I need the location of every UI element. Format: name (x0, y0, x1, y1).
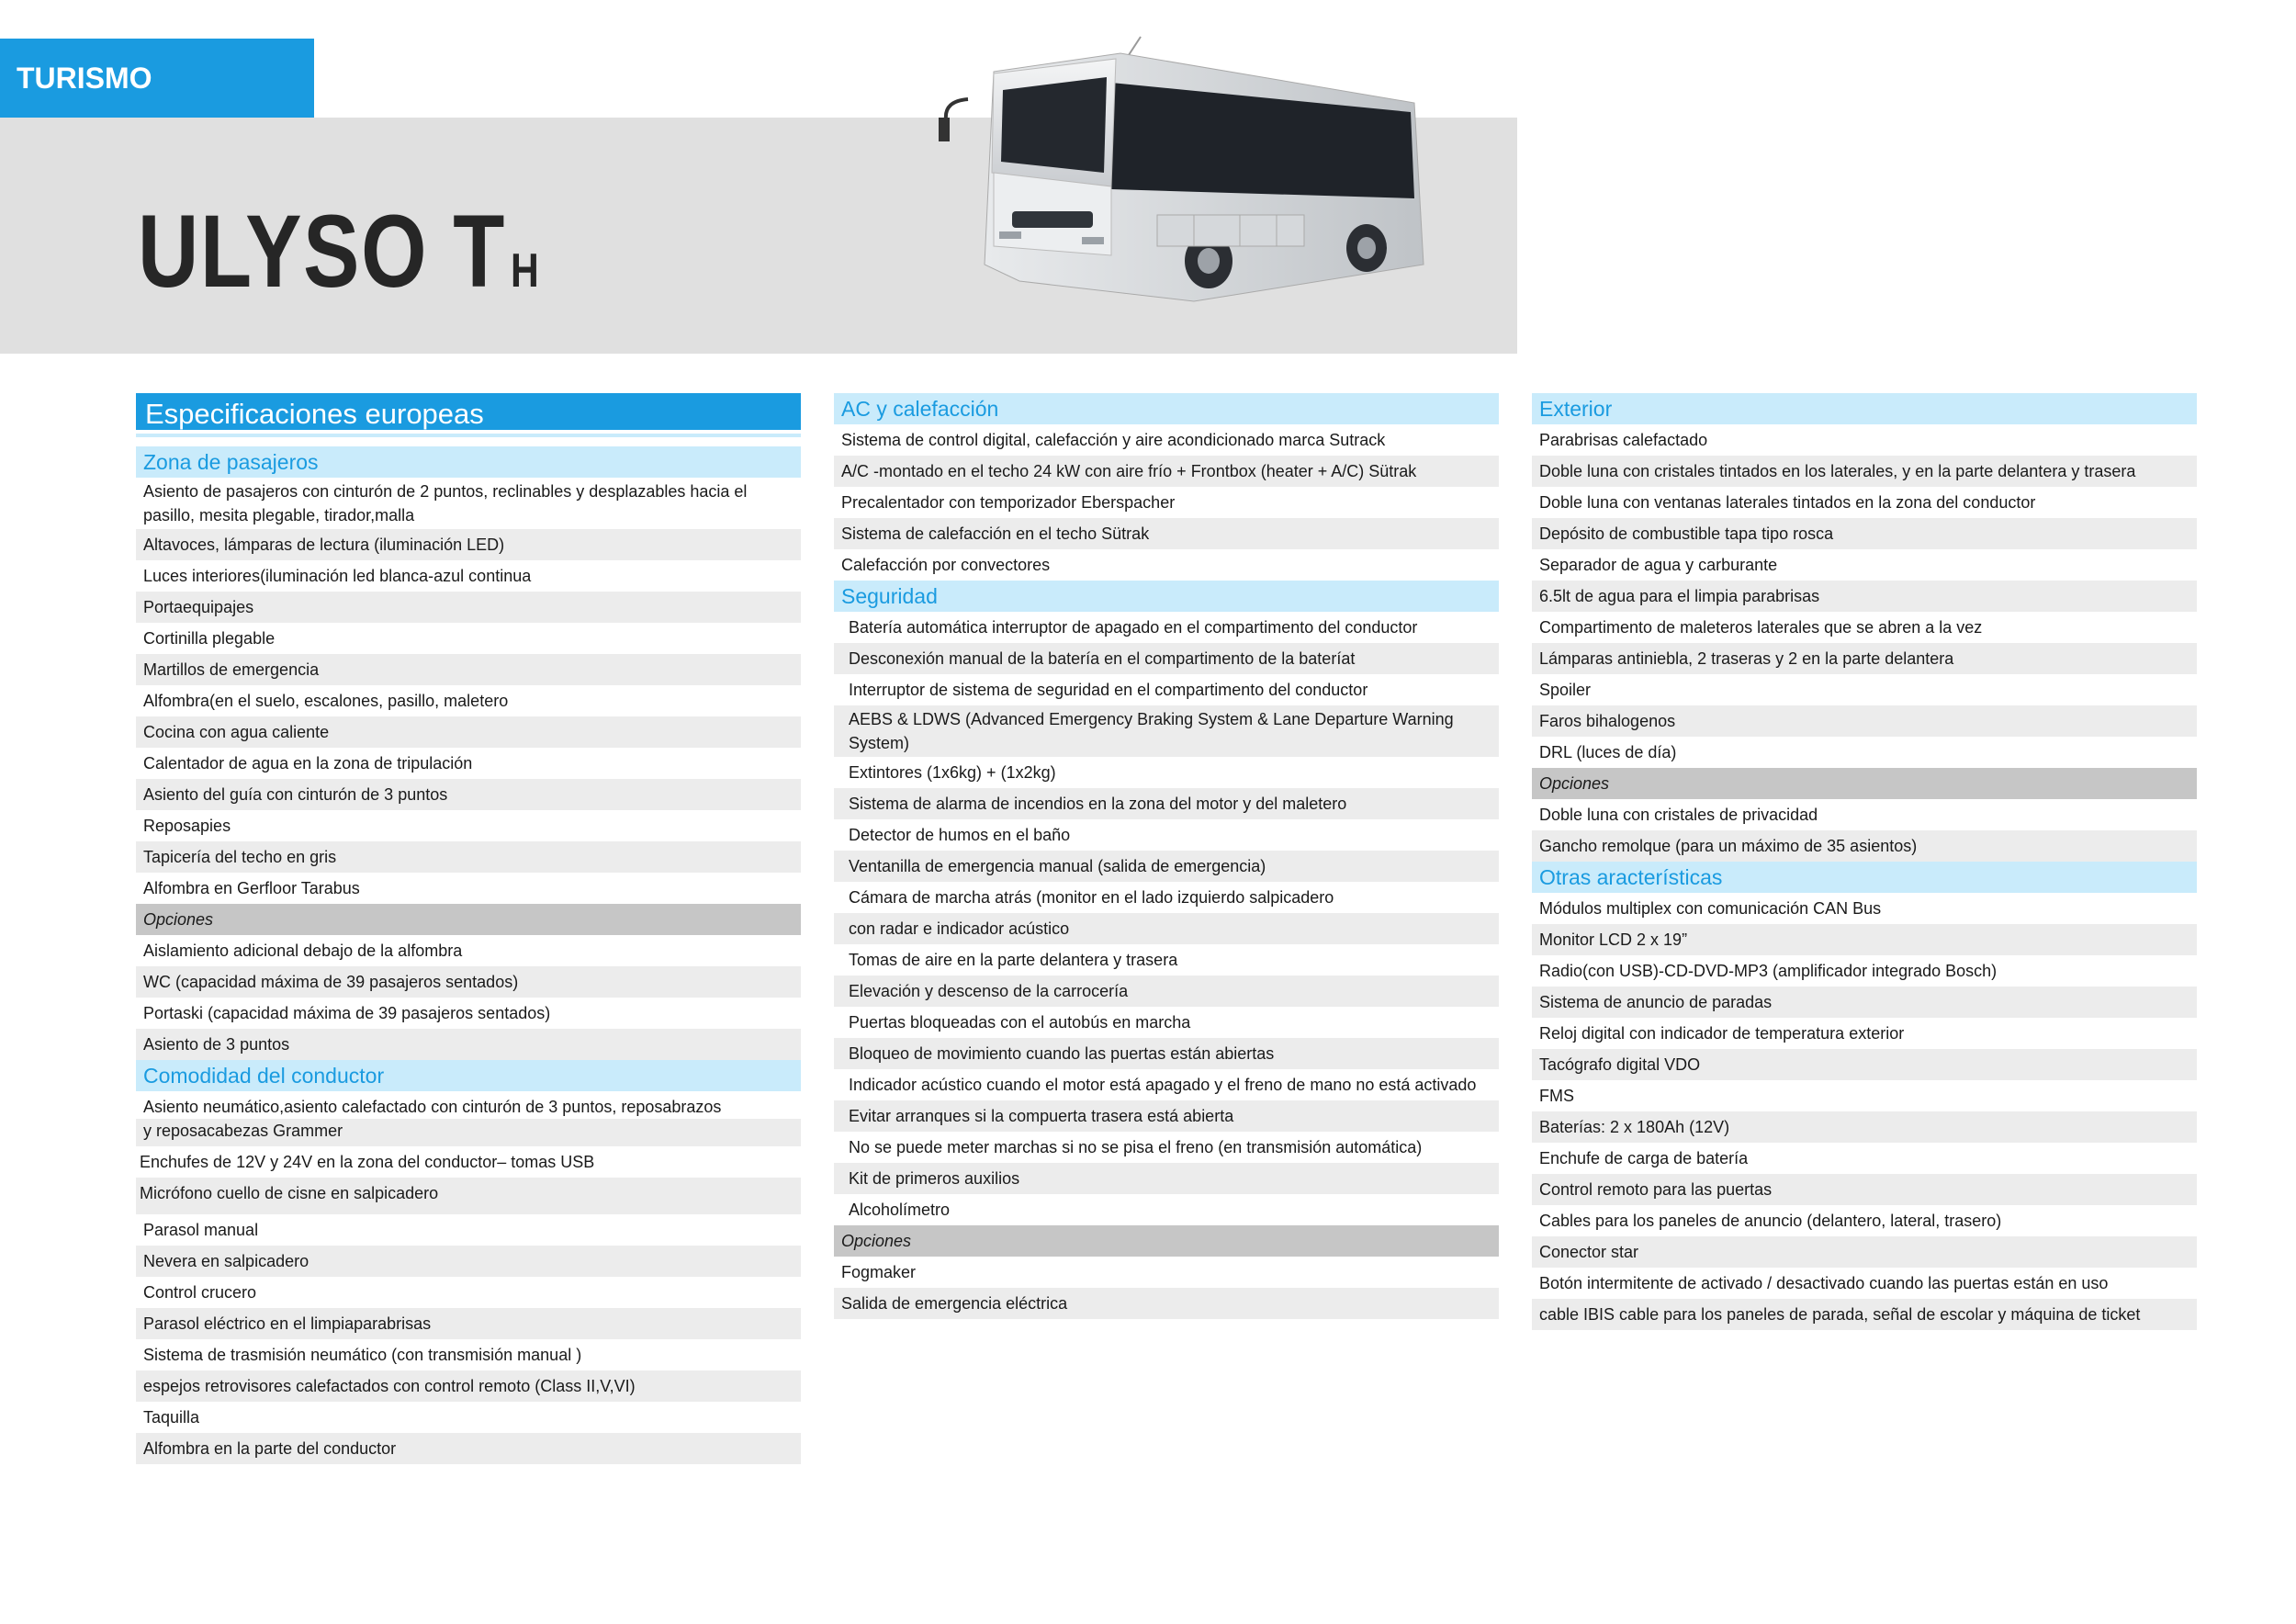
list-item: Indicador acústico cuando el motor está apagado y el freno de mano no está activado (834, 1069, 1499, 1100)
column-ac-safety (834, 393, 1499, 1319)
list-item: Gancho remolque (para un máximo de 35 asientos) (1532, 830, 2197, 862)
list-item: Alfombra en Gerfloor Tarabus (136, 873, 801, 904)
list-item: Aislamiento adicional debajo de la alfombra (136, 935, 801, 966)
list-item: Puertas bloqueadas con el autobús en marcha (834, 1007, 1499, 1038)
list-item: Nevera en salpicadero (136, 1246, 801, 1277)
list-item: FMS (1532, 1080, 2197, 1111)
list-item: Alfombra(en el suelo, escalones, pasillo, maletero (136, 685, 801, 716)
model-suffix: H (510, 244, 539, 298)
list-item: Calefacción por convectores (834, 549, 1499, 581)
list-item: Cables para los paneles de anuncio (delantero, lateral, trasero) (1532, 1205, 2197, 1236)
list-item: con radar e indicador acústico (834, 913, 1499, 944)
list-item: Enchufe de carga de batería (1532, 1143, 2197, 1174)
safety-title: Seguridad (834, 581, 1499, 612)
list-item: Extintores (1x6kg) + (1x2kg) (834, 757, 1499, 788)
column-exterior-other (1532, 393, 2197, 1330)
list-item: Radio(con USB)-CD-DVD-MP3 (amplificador integrado Bosch) (1532, 955, 2197, 987)
bus-image (928, 35, 1442, 329)
list-item: Tacógrafo digital VDO (1532, 1049, 2197, 1080)
driver-comfort-title: Comodidad del conductor (136, 1060, 801, 1091)
list-item: Micrófono cuello de cisne en salpicadero (136, 1178, 801, 1214)
list-item: Sistema de anuncio de paradas (1532, 987, 2197, 1018)
list-item: Elevación y descenso de la carrocería (834, 976, 1499, 1007)
safety-list (834, 612, 1499, 1225)
list-item: Baterías: 2 x 180Ah (12V) (1532, 1111, 2197, 1143)
passenger-zone-title: Zona de pasajeros (136, 446, 801, 478)
list-item: Control remoto para las puertas (1532, 1174, 2197, 1205)
passenger-zone-list (136, 478, 801, 904)
passenger-options-list (136, 935, 801, 1060)
list-item: Lámparas antiniebla, 2 traseras y 2 en la parte delantera (1532, 643, 2197, 674)
list-item: Detector de humos en el baño (834, 819, 1499, 851)
driver-comfort-list (136, 1091, 801, 1214)
list-item: Evitar arranques si la compuerta trasera está abierta (834, 1100, 1499, 1132)
exterior-options-list (1532, 799, 2197, 862)
model-title (138, 194, 539, 309)
list-item: Salida de emergencia eléctrica (834, 1288, 1499, 1319)
exterior-title: Exterior (1532, 393, 2197, 424)
list-item: Tapicería del techo en gris (136, 841, 801, 873)
safety-options-list (834, 1257, 1499, 1319)
list-item: Precalentador con temporizador Eberspacher (834, 487, 1499, 518)
exterior-list (1532, 424, 2197, 768)
list-item: No se puede meter marchas si no se pisa el freno (en transmisión automática) (834, 1132, 1499, 1163)
list-item: Asiento de 3 puntos (136, 1029, 801, 1060)
list-item: Cortinilla plegable (136, 623, 801, 654)
list-item: DRL (luces de día) (1532, 737, 2197, 768)
column-passengers (136, 393, 801, 1464)
list-item: Parabrisas calefactado (1532, 424, 2197, 456)
list-item: A/C -montado en el techo 24 kW con aire frío + Frontbox (heater + A/C) Sütrak (834, 456, 1499, 487)
list-item: Depósito de combustible tapa tipo rosca (1532, 518, 2197, 549)
list-item: Asiento del guía con cinturón de 3 puntos (136, 779, 801, 810)
ac-heating-list (834, 424, 1499, 581)
list-item: Calentador de agua en la zona de tripulación (136, 748, 801, 779)
list-item: Reloj digital con indicador de temperatura exterior (1532, 1018, 2197, 1049)
model-name: ULYSO T (138, 194, 507, 309)
list-item: Botón intermitente de activado / desactivado cuando las puertas están en uso (1532, 1268, 2197, 1299)
list-item: Sistema de alarma de incendios en la zona del motor y del maletero (834, 788, 1499, 819)
list-item: cable IBIS cable para los paneles de parada, señal de escolar y máquina de ticket (1532, 1299, 2197, 1330)
list-item: Kit de primeros auxilios (834, 1163, 1499, 1194)
list-item: Tomas de aire en la parte delantera y trasera (834, 944, 1499, 976)
list-item: Taquilla (136, 1402, 801, 1433)
list-item: espejos retrovisores calefactados con control remoto (Class II,V,VI) (136, 1370, 801, 1402)
exterior-options-label: Opciones (1532, 768, 2197, 799)
list-item: Doble luna con cristales tintados en los laterales, y en la parte delantera y trasera (1532, 456, 2197, 487)
list-item: Doble luna con ventanas laterales tintados en la zona del conductor (1532, 487, 2197, 518)
list-item: Control crucero (136, 1277, 801, 1308)
list-item: Parasol eléctrico en el limpiaparabrisas (136, 1308, 801, 1339)
driver-comfort-list-2 (136, 1214, 801, 1464)
list-item: Módulos multiplex con comunicación CAN Bus (1532, 893, 2197, 924)
list-item: Altavoces, lámparas de lectura (iluminación LED) (136, 529, 801, 560)
list-item: Conector star (1532, 1236, 2197, 1268)
european-specs-title: Especificaciones europeas (136, 393, 801, 434)
list-item: Interruptor de sistema de seguridad en el compartimento del conductor (834, 674, 1499, 705)
list-item: Faros bihalogenos (1532, 705, 2197, 737)
list-item: Portaski (capacidad máxima de 39 pasajeros sentados) (136, 998, 801, 1029)
list-item: Parasol manual (136, 1214, 801, 1246)
list-item: Sistema de trasmisión neumático (con transmisión manual ) (136, 1339, 801, 1370)
other-features-list (1532, 893, 2197, 1330)
category-badge: TURISMO (0, 39, 314, 118)
passenger-options-label: Opciones (136, 904, 801, 935)
list-item: Alfombra en la parte del conductor (136, 1433, 801, 1464)
list-item: Desconexión manual de la batería en el compartimento de la bateríat (834, 643, 1499, 674)
list-item: Sistema de calefacción en el techo Sütrak (834, 518, 1499, 549)
list-item: Enchufes de 12V y 24V en la zona del conductor– tomas USB (136, 1146, 801, 1178)
list-item: Reposapies (136, 810, 801, 841)
list-item: Compartimento de maleteros laterales que se abren a la vez (1532, 612, 2197, 643)
list-item: Sistema de control digital, calefacción y aire acondicionado marca Sutrack (834, 424, 1499, 456)
list-item: Portaequipajes (136, 592, 801, 623)
list-item: Fogmaker (834, 1257, 1499, 1288)
ac-heating-title: AC y calefacción (834, 393, 1499, 424)
list-item: Asiento de pasajeros con cinturón de 2 puntos, reclinables y desplazables hacia el pasillo, mesita plegable, tirador,malla (136, 478, 801, 529)
safety-options-label: Opciones (834, 1225, 1499, 1257)
list-item: Martillos de emergencia (136, 654, 801, 685)
list-item: Bloqueo de movimiento cuando las puertas están abiertas (834, 1038, 1499, 1069)
list-item: Monitor LCD 2 x 19” (1532, 924, 2197, 955)
list-item: Ventanilla de emergencia manual (salida de emergencia) (834, 851, 1499, 882)
list-item: Cámara de marcha atrás (monitor en el lado izquierdo salpicadero (834, 882, 1499, 913)
other-features-title: Otras aracterísticas (1532, 862, 2197, 893)
list-item: Asiento neumático,asiento calefactado con cinturón de 3 puntos, reposabrazos (136, 1091, 801, 1119)
list-item: WC (capacidad máxima de 39 pasajeros sentados) (136, 966, 801, 998)
list-item: 6.5lt de agua para el limpia parabrisas (1532, 581, 2197, 612)
list-item: Cocina con agua caliente (136, 716, 801, 748)
list-item: Spoiler (1532, 674, 2197, 705)
list-item: Separador de agua y carburante (1532, 549, 2197, 581)
list-item: Alcoholímetro (834, 1194, 1499, 1225)
list-item: Batería automática interruptor de apagado en el compartimento del conductor (834, 612, 1499, 643)
list-item: Doble luna con cristales de privacidad (1532, 799, 2197, 830)
list-item: Luces interiores(iluminación led blanca-azul continua (136, 560, 801, 592)
list-item: y reposacabezas Grammer (136, 1119, 801, 1146)
list-item: AEBS & LDWS (Advanced Emergency Braking System & Lane Departure Warning System) (834, 705, 1499, 757)
